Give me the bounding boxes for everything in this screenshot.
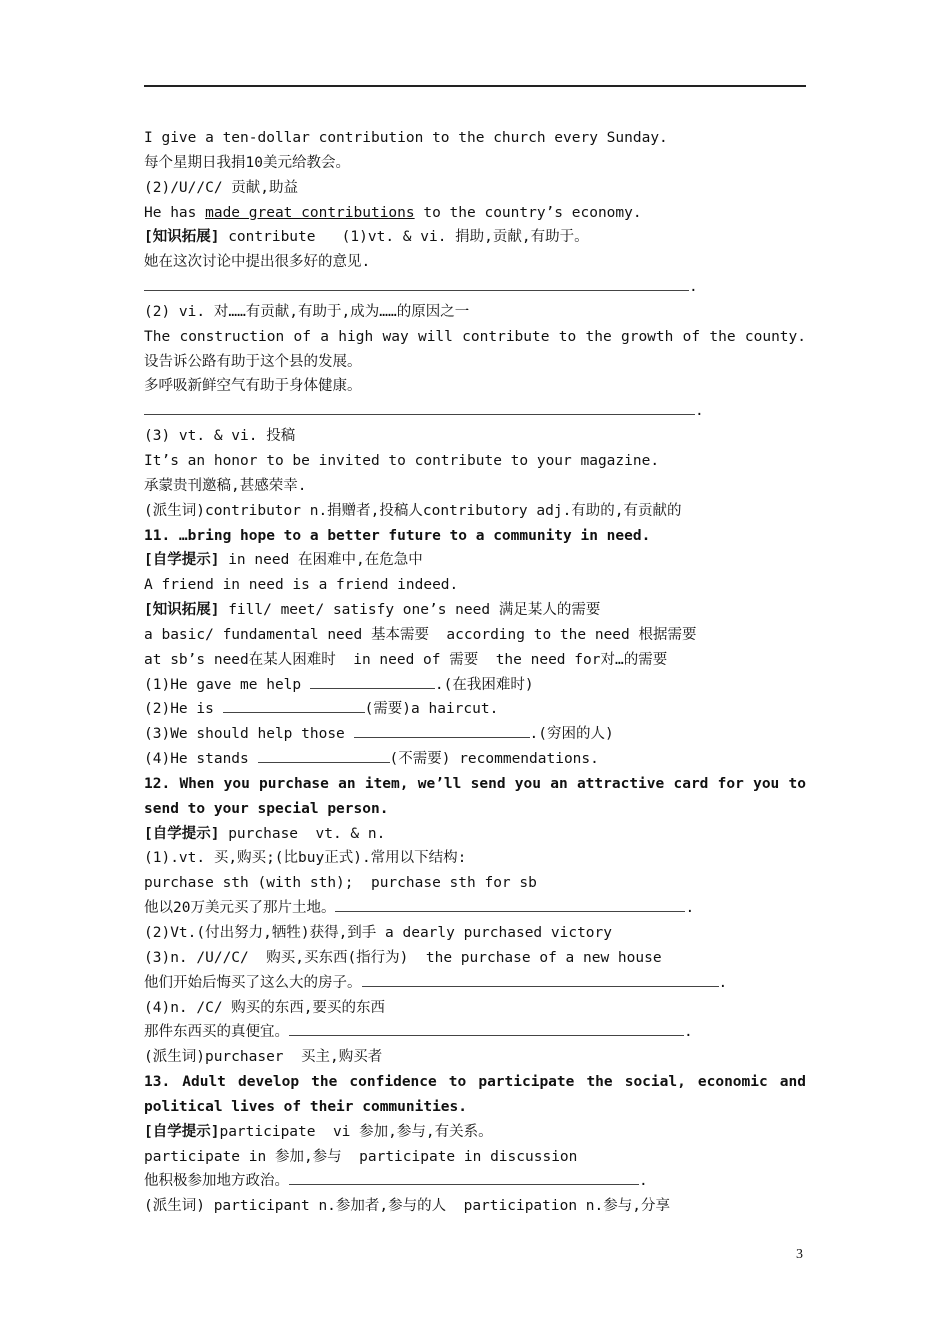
- line-text: political lives of their communities.: [144, 1098, 468, 1115]
- answer-blank: [258, 747, 390, 763]
- text-line: [144, 1169, 806, 1194]
- text-line: [144, 325, 806, 350]
- header-rule: [144, 85, 806, 87]
- text-line: [144, 747, 806, 772]
- line-text: 那件东西买的真便宜。: [144, 1024, 289, 1041]
- text-line: A friend in need is a friend indeed.: [144, 577, 459, 594]
- underlined-phrase: made great contributions: [205, 204, 415, 221]
- text-line: [144, 1120, 806, 1145]
- line-text: purchase vt. & n.: [219, 825, 386, 842]
- line-text: contribute (1)vt. & vi. 捐助,贡献,有助于。: [219, 229, 589, 246]
- text-line: [144, 1020, 806, 1045]
- text-line: at sb’s need在某人困难时 in need of 需要 the need for对…的需要: [144, 651, 668, 668]
- line-text: (4)He stands: [144, 751, 258, 768]
- text-line: 承蒙贵刊邀稿,甚感荣幸.: [144, 477, 307, 494]
- text-line: [144, 1095, 806, 1120]
- text-line: [144, 275, 806, 300]
- text-line: [144, 399, 806, 424]
- line-text: .: [684, 1024, 693, 1041]
- text-line: [144, 896, 806, 921]
- answer-blank: [335, 896, 685, 912]
- line-end: .: [695, 403, 704, 420]
- text-line: (2) vi. 对……有贡献,有助于,成为……的原因之一: [144, 303, 470, 320]
- line-text: (不需要) recommendations.: [389, 751, 599, 768]
- text-line: (2)/U//C/ 贡献,助益: [144, 179, 299, 196]
- line-text: (3)We should help those: [144, 726, 354, 743]
- line-text: .: [639, 1173, 648, 1190]
- text-line: 多呼吸新鲜空气有助于身体健康。: [144, 378, 362, 395]
- section-tag: [知识拓展]: [144, 602, 220, 619]
- text-line: 设告诉公路有助于这个县的发展。: [144, 353, 362, 370]
- text-line: [144, 201, 806, 226]
- section-tag: [自学提示]: [144, 552, 220, 569]
- line-text: .(在我困难时): [434, 676, 534, 693]
- text-line: [144, 722, 806, 747]
- line-end: .: [689, 279, 698, 296]
- answer-blank: [289, 1169, 639, 1185]
- section-tag: [知识拓展]: [144, 229, 220, 246]
- line-text: 11. …bring hope to a better future to a community in need.: [144, 527, 651, 544]
- line-text: He has: [144, 204, 206, 221]
- line-text: to the country’s economy.: [414, 204, 642, 221]
- line-text: in need 在困难中,在危急中: [219, 552, 423, 569]
- text-line: [144, 772, 806, 797]
- answer-blank: [223, 697, 365, 713]
- answer-blank: [354, 722, 530, 738]
- line-text: (需要)a haircut.: [364, 701, 499, 718]
- text-line: [144, 797, 806, 822]
- text-line: (派生词) participant n.参加者,参与的人 participation n.参与,分享: [144, 1198, 670, 1215]
- text-line: [144, 822, 806, 847]
- text-line: (3) vt. & vi. 投稿: [144, 428, 296, 445]
- line-text: (2)He is: [144, 701, 223, 718]
- answer-blank: [144, 275, 689, 291]
- text-line: 每个星期日我捐10美元给教会。: [144, 154, 350, 171]
- line-text: .(穷困的人): [529, 726, 614, 743]
- answer-blank: [144, 399, 695, 415]
- text-line: (2)Vt.(付出努力,牺牲)获得,到手 a dearly purchased victory: [144, 925, 612, 941]
- text-line: 她在这次讨论中提出很多好的意见.: [144, 254, 371, 271]
- page-body: [144, 126, 806, 1219]
- text-line: (派生词)purchaser 买主,购买者: [144, 1049, 383, 1066]
- text-line: (3)n. /U//C/ 购买,买东西(指行为) the purchase of a new house: [144, 949, 662, 966]
- text-line: (1).vt. 买,购买;(比buy正式).常用以下结构:: [144, 850, 467, 867]
- answer-blank: [289, 1020, 684, 1036]
- section-tag: [自学提示]: [144, 1123, 220, 1140]
- text-line: (4)n. /C/ 购买的东西,要买的东西: [144, 999, 386, 1016]
- text-line: purchase sth (with sth); purchase sth for sb: [144, 875, 537, 892]
- answer-blank: [362, 971, 719, 987]
- line-text: 他积极参加地方政治。: [144, 1173, 289, 1190]
- text-line: [144, 598, 806, 623]
- line-text: 他以20万美元买了那片土地。: [144, 900, 336, 917]
- section-tag: [自学提示]: [144, 825, 220, 842]
- text-line: [144, 548, 806, 573]
- text-line: a basic/ fundamental need 基本需要 according to the need 根据需要: [144, 626, 697, 643]
- text-line: I give a ten-dollar contribution to the church every Sunday.: [144, 130, 668, 146]
- text-line: (派生词)contributor n.捐赠者,投稿人contributory adj.有助的,有贡献的: [144, 502, 682, 519]
- line-text: participate vi 参加,参与,有关系。: [219, 1123, 493, 1140]
- line-text: 12. When you purchase an item, we’ll send you an attractive card for you to: [144, 775, 806, 792]
- text-line: It’s an honor to be invited to contribute to your magazine.: [144, 452, 660, 469]
- text-line: [144, 673, 806, 698]
- line-text: .: [685, 900, 695, 917]
- answer-blank: [310, 673, 435, 689]
- text-line: [144, 1070, 806, 1095]
- line-text: 他们开始后悔买了这么大的房子。: [144, 974, 362, 991]
- text-line: [144, 971, 806, 996]
- page-number: 3: [796, 1247, 803, 1262]
- text-line: [144, 225, 806, 250]
- line-text: (1)He gave me help: [144, 676, 310, 693]
- text-line: [144, 697, 806, 722]
- line-text: The construction of a high way will contribute to the growth of the county.: [144, 328, 806, 345]
- line-text: send to your special person.: [144, 800, 389, 817]
- line-text: fill/ meet/ satisfy one’s need 满足某人的需要: [219, 602, 601, 619]
- line-text: 13. Adult develop the confidence to participate the social, economic and: [144, 1074, 806, 1091]
- text-line: participate in 参加,参与 participate in discussion: [144, 1148, 578, 1165]
- line-text: .: [718, 974, 728, 991]
- text-line: [144, 524, 806, 549]
